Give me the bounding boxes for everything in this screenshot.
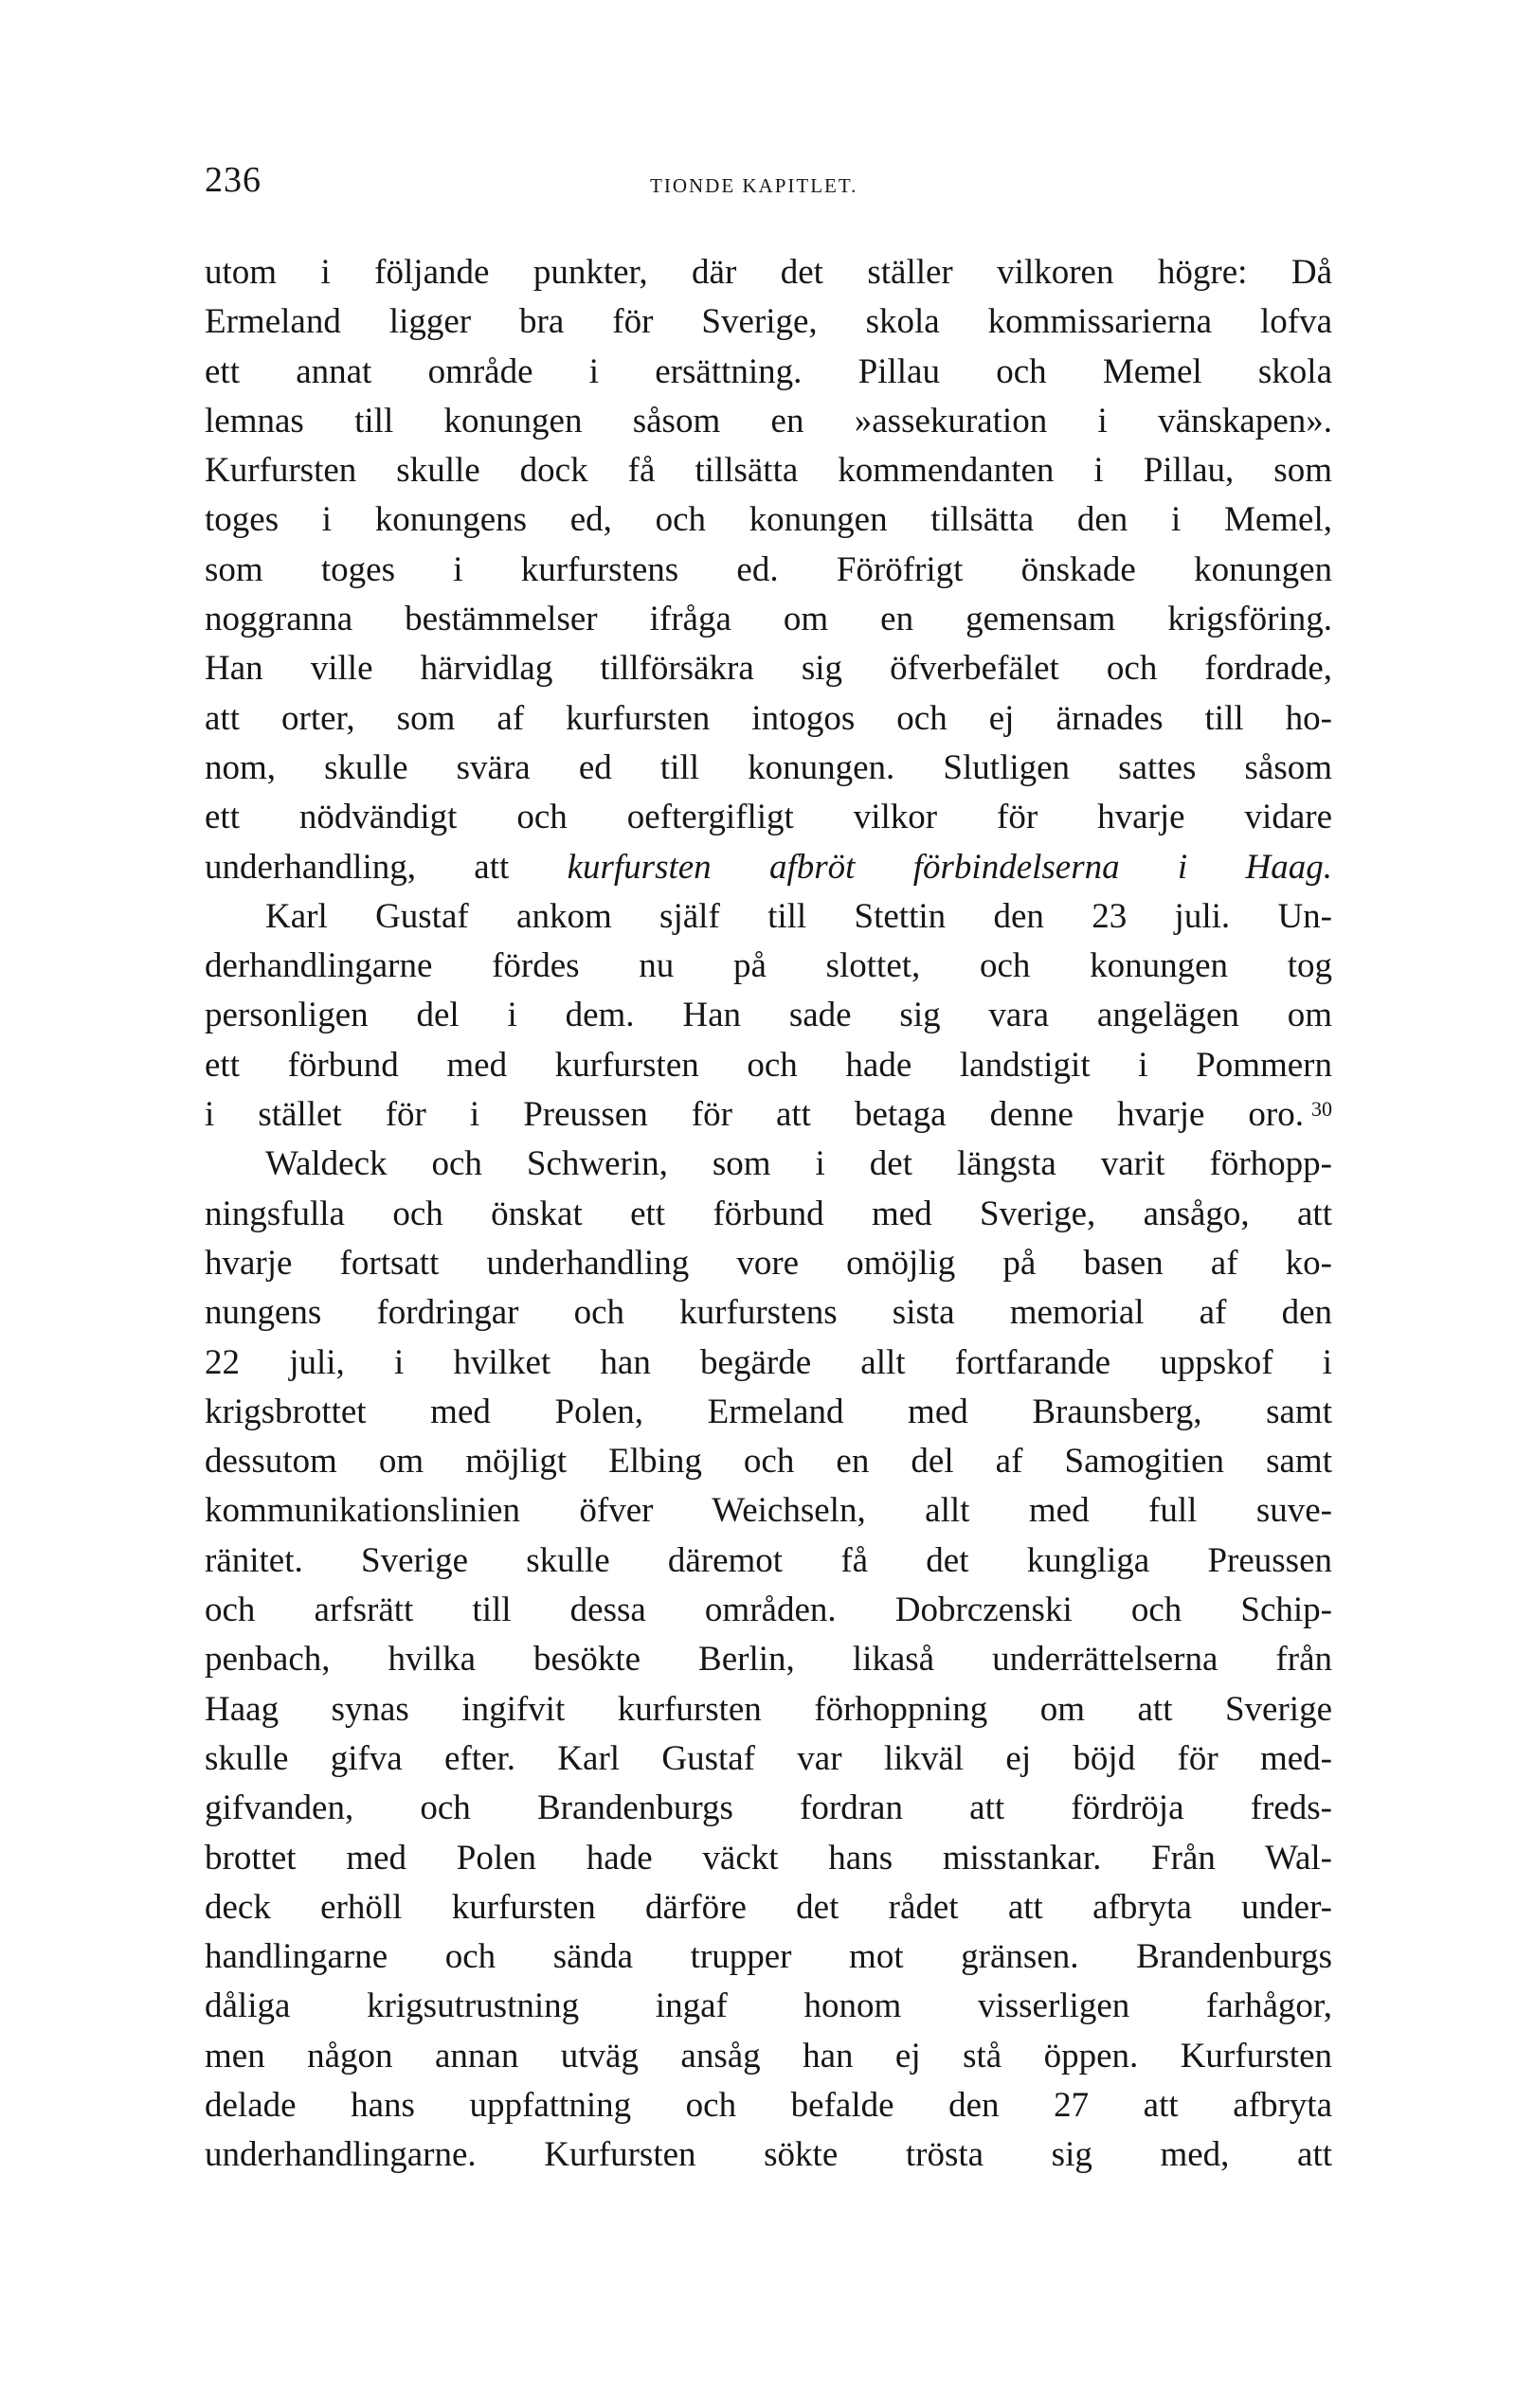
italic-phrase: kurfursten afbröt förbindelserna i Haag. — [567, 847, 1332, 887]
text-span: i stället för i Preussen för att betaga denne hvarje oro. — [205, 1095, 1304, 1135]
text-line: toges i konungens ed, och konungen tillsätta den i Memel, — [205, 500, 1332, 540]
text-line: Han ville härvidlag tillförsäkra sig öfverbefälet och fordrade, — [205, 649, 1332, 689]
text-line: att orter, som af kurfursten intogos och ej ärnades till ho- — [205, 698, 1332, 738]
text-line: nom, skulle svära ed till konungen. Slutligen sattes såsom — [205, 747, 1332, 787]
text-line: gifvanden, och Brandenburgs fordran att fördröja freds- — [205, 1788, 1332, 1828]
text-line: derhandlingarne fördes nu på slottet, och konungen tog — [205, 946, 1332, 986]
text-line: ett annat område i ersättning. Pillau och Memel skola — [205, 351, 1332, 391]
text-line: kommunikationslinien öfver Weichseln, allt med full suve- — [205, 1491, 1332, 1531]
text-line — [205, 843, 1332, 892]
text-line: ränitet. Sverige skulle däremot få det kungliga Preussen — [205, 1540, 1332, 1580]
text-line: ningsfulla och önskat ett förbund med Sverige, ansågo, att — [205, 1194, 1332, 1233]
text-line: deck erhöll kurfursten därföre det rådet att afbryta under- — [205, 1887, 1332, 1927]
paragraph-start-line: Waldeck och Schwerin, som i det längsta varit förhopp- — [265, 1144, 1332, 1184]
text-line: hvarje fortsatt underhandling vore omöjlig på basen af ko- — [205, 1243, 1332, 1283]
text-line: ett nödvändigt och oeftergifligt vilkor för hvarje vidare — [205, 798, 1332, 837]
text-line: personligen del i dem. Han sade sig vara angelägen om — [205, 996, 1332, 1035]
text-line: dessutom om möjligt Elbing och en del af Samogitien samt — [205, 1442, 1332, 1482]
paragraph-start-line: Karl Gustaf ankom själf till Stettin den 23 juli. Un- — [265, 896, 1332, 936]
text-line: dåliga krigsutrustning ingaf honom visserligen farhågor, — [205, 1986, 1332, 2026]
text-line: och arfsrätt till dessa områden. Dobrczenski och Schip- — [205, 1590, 1332, 1630]
text-line: utom i följande punkter, där det ställer vilkoren högre: Då — [205, 253, 1332, 292]
text-line: skulle gifva efter. Karl Gustaf var likväl ej böjd för med- — [205, 1738, 1332, 1778]
text-line: lemnas till konungen såsom en »assekuration i vänskapen». — [205, 401, 1332, 440]
running-head: TIONDE KAPITLET. — [650, 174, 858, 197]
text-line: ett förbund med kurfursten och hade landstigit i Pommern — [205, 1045, 1332, 1085]
text-line: Ermeland ligger bra för Sverige, skola kommissarierna lofva — [205, 302, 1332, 342]
text-line: nungens fordringar och kurfurstens sista memorial af den — [205, 1293, 1332, 1333]
text-line: krigsbrottet med Polen, Ermeland med Braunsberg, samt — [205, 1392, 1332, 1431]
page-header — [205, 159, 1332, 216]
text-line: handlingarne och sända trupper mot gränsen. Brandenburgs — [205, 1937, 1332, 1977]
body-text — [205, 248, 1332, 2181]
text-line: men någon annan utväg ansåg han ej stå öppen. Kurfursten — [205, 2036, 1332, 2076]
text-line: som toges i kurfurstens ed. Föröfrigt önskade konungen — [205, 549, 1332, 589]
text-line: Kurfursten skulle dock få tillsätta kommendanten i Pillau, som — [205, 451, 1332, 491]
footnote-reference[interactable]: 30 — [1311, 1097, 1332, 1122]
text-line: delade hans uppfattning och befalde den 27 att afbryta — [205, 2085, 1332, 2125]
text-line: brottet med Polen hade väckt hans misstankar. Från Wal- — [205, 1838, 1332, 1878]
text-span: underhandling, att — [205, 847, 568, 887]
text-line — [205, 1090, 1332, 1140]
text-line: Haag synas ingifvit kurfursten förhoppning om att Sverige — [205, 1689, 1332, 1729]
text-line: noggranna bestämmelser ifråga om en gemensam krigsföring. — [205, 600, 1332, 639]
text-line: penbach, hvilka besökte Berlin, likaså underrättelserna från — [205, 1640, 1332, 1680]
page-number: 236 — [205, 160, 262, 200]
text-line: underhandlingarne. Kurfursten sökte trösta sig med, att — [205, 2135, 1332, 2175]
text-line: 22 juli, i hvilket han begärde allt fortfarande uppskof i — [205, 1342, 1332, 1382]
